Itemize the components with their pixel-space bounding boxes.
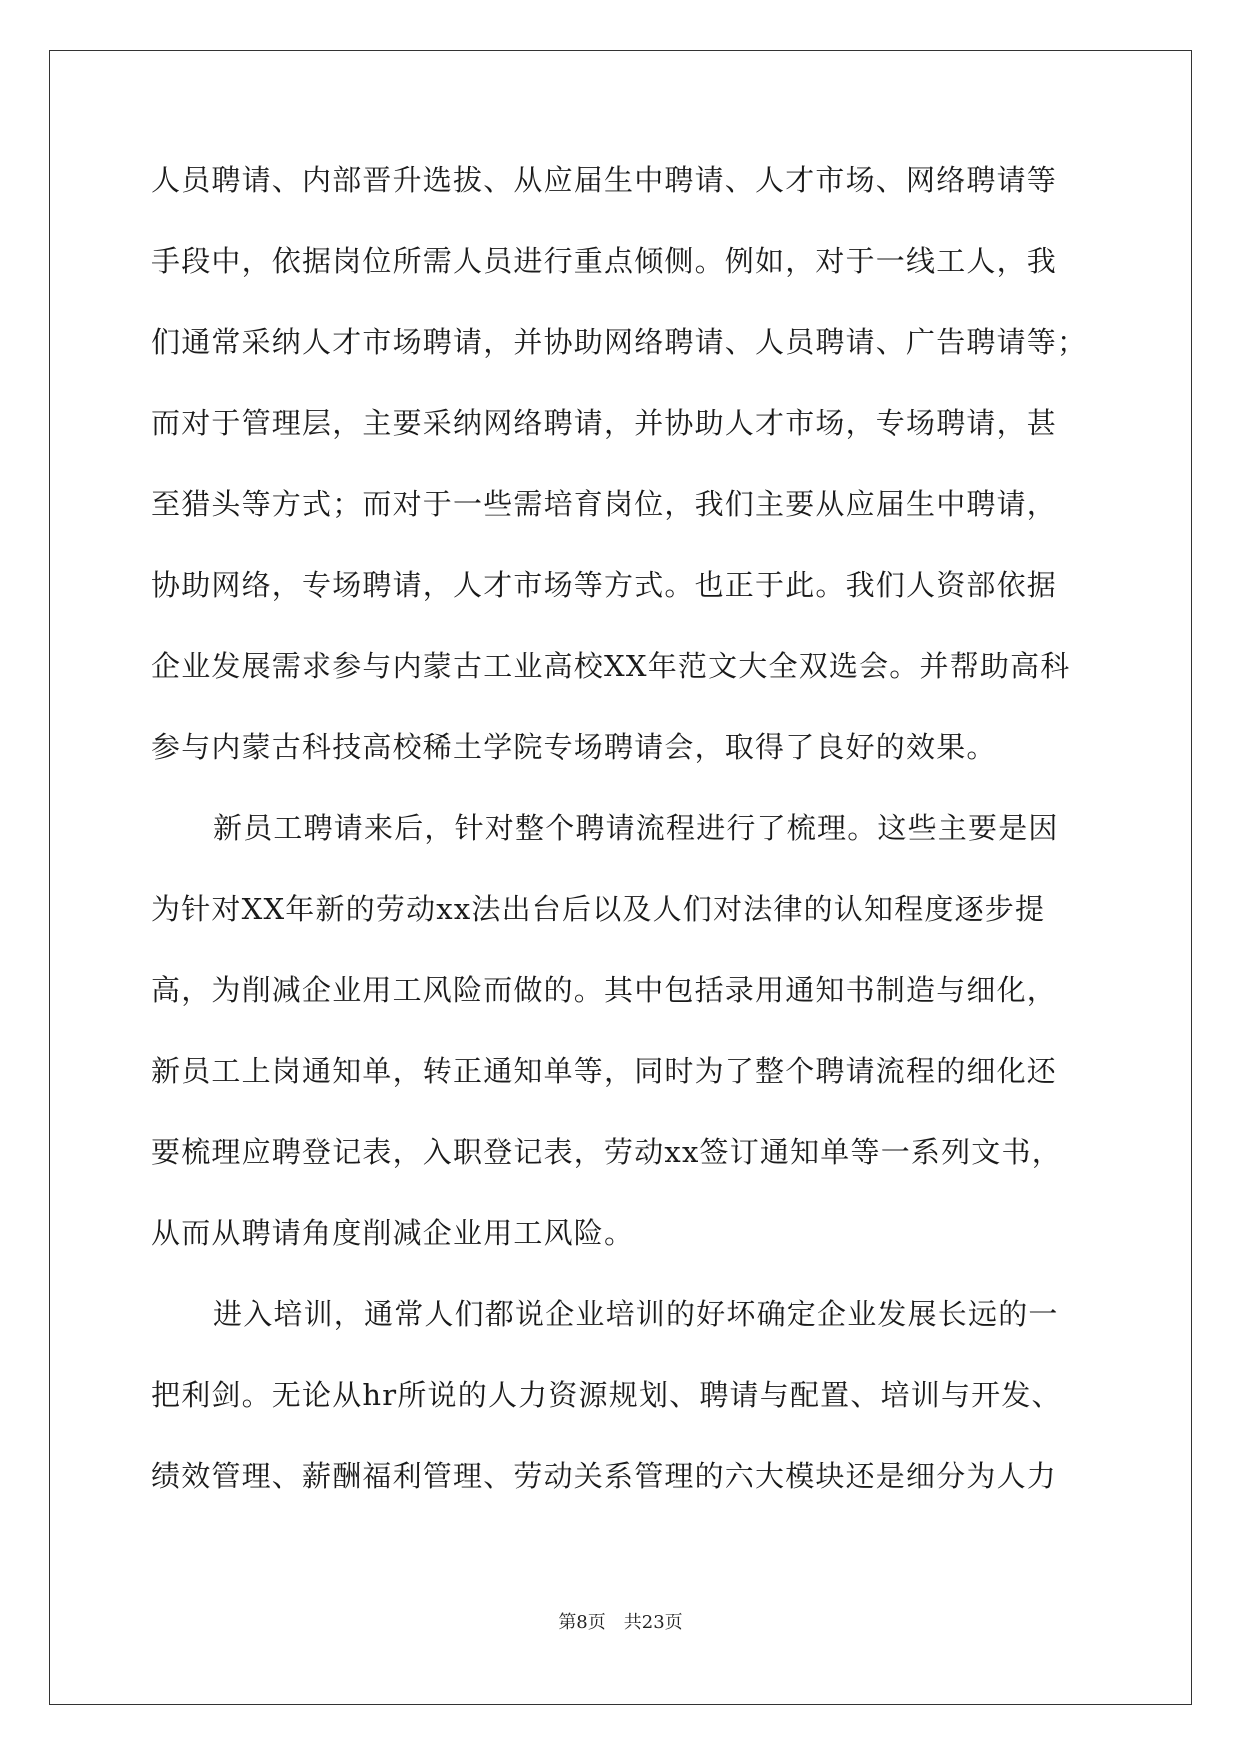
text-line: 新员工上岗通知单，转正通知单等，同时为了整个聘请流程的细化还 (151, 1054, 1058, 1088)
text-line: 为针对XX年新的劳动xx法出台后以及人们对法律的认知程度逐步提 (151, 892, 1046, 926)
text-line: 把利剑。无论从hr所说的人力资源规划、聘请与配置、培训与开发、 (151, 1378, 1062, 1412)
text-line: 绩效管理、薪酬福利管理、劳动关系管理的六大模块还是细分为人力 (151, 1459, 1058, 1493)
text-line: 人员聘请、内部晋升选拔、从应届生中聘请、人才市场、网络聘请等 (151, 163, 1058, 197)
text-line: 至猎头等方式；而对于一些需培育岗位，我们主要从应届生中聘请， (151, 487, 1058, 521)
paragraph-start-line: 新员工聘请来后，针对整个聘请流程进行了梳理。这些主要是因 (213, 811, 1059, 845)
page-total: 共23页 (623, 1612, 683, 1633)
page-footer (0, 1608, 1241, 1634)
text-line: 高，为削减企业用工风险而做的。其中包括录用通知书制造与细化， (151, 973, 1058, 1007)
text-line: 企业发展需求参与内蒙古工业高校XX年范文大全双选会。并帮助高科 (151, 649, 1071, 683)
text-line: 从而从聘请角度削减企业用工风险。 (151, 1216, 635, 1250)
text-line: 手段中，依据岗位所需人员进行重点倾侧。例如，对于一线工人，我 (151, 244, 1058, 278)
text-line: 要梳理应聘登记表，入职登记表，劳动xx签订通知单等一系列文书， (151, 1135, 1062, 1169)
page-number: 第8页 (558, 1612, 606, 1633)
text-line: 们通常采纳人才市场聘请，并协助网络聘请、人员聘请、广告聘请等； (151, 325, 1088, 359)
text-line: 而对于管理层，主要采纳网络聘请，并协助人才市场，专场聘请，甚 (151, 406, 1058, 440)
paragraph-start-line: 进入培训，通常人们都说企业培训的好坏确定企业发展长远的一 (213, 1297, 1059, 1331)
text-line: 协助网络，专场聘请，人才市场等方式。也正于此。我们人资部依据 (151, 568, 1058, 602)
text-line: 参与内蒙古科技高校稀土学院专场聘请会，取得了良好的效果。 (151, 730, 997, 764)
document-body (151, 160, 1096, 1537)
